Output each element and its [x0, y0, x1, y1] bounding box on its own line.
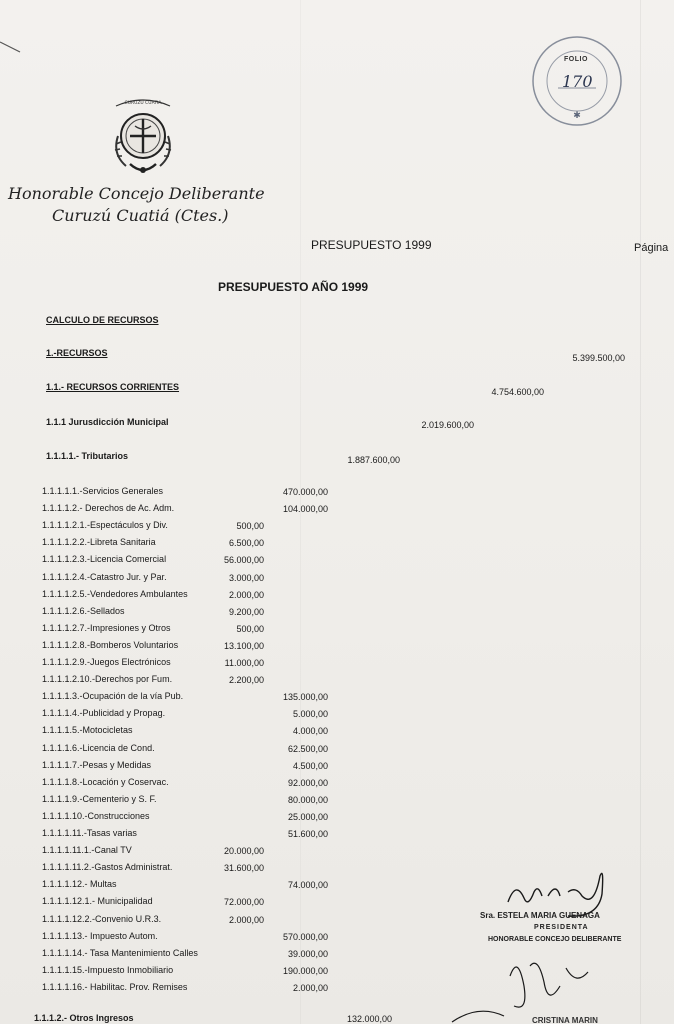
row-label: 1.1.1.1.13.- Impuesto Autom.	[42, 930, 158, 941]
row-sub-amount: 9.200,00	[228, 606, 264, 617]
row-label: 1.1.1.1.15.-Impuesto Inmobiliario	[42, 964, 174, 975]
row-label: 1.1.1.1.9.-Cementerio y S. F.	[42, 793, 157, 804]
row-main-amount: 62.500,00	[287, 743, 328, 754]
row-sub-amount: 13.100,00	[223, 640, 264, 651]
row-label: 1.1.1.1.11.-Tasas varias	[42, 828, 137, 838]
row-label: 1.1.1.1.12.- Multas	[42, 879, 117, 890]
council-emblem-icon	[108, 92, 178, 180]
section-jurisdiccion-municipal: 1.1.1 Jurusdicción Municipal	[46, 417, 169, 427]
row-label: 1.1.1.1.16.- Habilitac. Prov. Remises	[42, 981, 188, 992]
row-main-amount: 190.000,00	[282, 965, 328, 976]
row-label: 1.1.1.1.2.2.-Libreta Sanitaria	[42, 537, 156, 548]
row-main-amount: 39.000,00	[287, 948, 328, 959]
row-main-amount: 4.500,00	[292, 760, 328, 771]
row-main-amount: 92.000,00	[287, 777, 328, 788]
folio-label: FOLIO	[564, 56, 588, 63]
second-signature-scribble-icon	[448, 946, 608, 1024]
signatory-org: HONORABLE CONCEJO DELIBERANTE	[488, 936, 622, 943]
second-signatory-name: CRISTINA MARIN	[532, 1016, 598, 1024]
row-sub-amount: 500,00	[236, 623, 264, 634]
row-label: 1.1.1.1.2.6.-Sellados	[42, 605, 125, 616]
row-sub-amount: 11.000,00	[224, 658, 264, 668]
signatory-name: Sra. ESTELA MARIA GUENAGA	[480, 911, 600, 920]
paper-corner-mark	[0, 38, 26, 60]
section-recursos: 1.-RECURSOS	[46, 348, 108, 358]
row-label: 1.1.1.1.2.1.-Espectáculos y Div.	[42, 520, 168, 531]
section-otros-ingresos: 1.1.1.2.- Otros Ingresos	[34, 1013, 134, 1023]
page-label: Página	[634, 242, 669, 254]
row-main-amount: 25.000,00	[287, 811, 328, 822]
signatory-role: PRESIDENTA	[534, 924, 589, 931]
row-label: 1.1.1.1.2.8.-Bomberos Voluntarios	[42, 639, 179, 650]
document-subtitle: PRESUPUESTO AÑO 1999	[218, 280, 369, 294]
row-main-amount: 104.000,00	[282, 504, 328, 515]
row-main-amount: 51.600,00	[287, 829, 328, 839]
row-label: 1.1.1.1.7.-Pesas y Medidas	[42, 759, 152, 770]
institution-city: Curuzú Cuatiá (Ctes.)	[52, 206, 229, 225]
row-main-amount: 74.000,00	[287, 880, 328, 891]
row-label: 1.1.1.1.5.-Motocicletas	[42, 725, 133, 736]
amount-tributarios: 1.887.600,00	[347, 455, 400, 465]
row-sub-amount: 31.600,00	[223, 863, 264, 874]
row-main-amount: 135.000,00	[282, 692, 328, 703]
row-main-amount: 4.000,00	[292, 726, 328, 737]
row-sub-amount: 72.000,00	[223, 897, 264, 908]
row-sub-amount: 2.000,00	[228, 589, 264, 600]
row-label: 1.1.1.1.14.- Tasa Mantenimiento Calles	[42, 947, 198, 958]
folio-number: 170	[562, 72, 593, 91]
row-sub-amount: 2.000,00	[228, 914, 264, 925]
row-sub-amount: 20.000,00	[223, 846, 264, 857]
row-main-amount: 2.000,00	[292, 982, 328, 993]
section-tributarios: 1.1.1.1.- Tributarios	[46, 451, 129, 461]
row-label: 1.1.1.1.2.4.-Catastro Jur. y Par.	[42, 571, 167, 582]
row-main-amount: 80.000,00	[287, 794, 328, 805]
row-label: 1.1.1.1.12.2.-Convenio U.R.3.	[42, 913, 162, 924]
row-sub-amount: 56.000,00	[223, 555, 264, 566]
row-label: 1.1.1.1.2.7.-Impresiones y Otros	[42, 622, 171, 633]
document-title: PRESUPUESTO 1999	[311, 238, 432, 252]
section-calculo-recursos: CALCULO DE RECURSOS	[46, 315, 159, 325]
amount-recursos-corrientes: 4.754.600,00	[491, 387, 544, 397]
row-label: 1.1.1.1.4.-Publicidad y Propag.	[42, 708, 166, 719]
row-label: 1.1.1.1.11.1.-Canal TV	[42, 845, 132, 856]
row-label: 1.1.1.1.1.-Servicios Generales	[42, 486, 164, 496]
section-recursos-corrientes: 1.1.- RECURSOS CORRIENTES	[46, 382, 180, 392]
institution-name: Honorable Concejo Deliberante	[8, 184, 265, 203]
amount-otros-ingresos: 132.000,00	[346, 1014, 392, 1024]
paper-crease	[640, 0, 641, 1024]
row-label: 1.1.1.1.6.-Licencia de Cond.	[42, 742, 155, 753]
row-label: 1.1.1.1.8.-Locación y Coservac.	[42, 776, 169, 787]
row-label: 1.1.1.1.2.5.-Vendedores Ambulantes	[42, 588, 188, 599]
svg-text:CURUZU CUATIA: CURUZU CUATIA	[124, 101, 162, 106]
row-main-amount: 470.000,00	[282, 487, 328, 497]
row-main-amount: 570.000,00	[282, 931, 328, 942]
row-sub-amount: 2.200,00	[228, 675, 264, 686]
folio-stamp	[528, 32, 626, 130]
amount-jurisdiccion: 2.019.600,00	[421, 420, 474, 430]
signature-scribble-icon	[498, 862, 616, 932]
row-label: 1.1.1.1.11.2.-Gastos Administrat.	[42, 862, 173, 873]
row-sub-amount: 3.000,00	[228, 572, 264, 583]
row-main-amount: 5.000,00	[292, 709, 328, 720]
amount-recursos: 5.399.500,00	[572, 353, 625, 363]
row-label: 1.1.1.1.3.-Ocupación de la vía Pub.	[42, 691, 184, 702]
row-label: 1.1.1.1.10.-Construcciones	[42, 810, 150, 821]
row-label: 1.1.1.1.2.- Derechos de Ac. Adm.	[42, 503, 175, 514]
svg-text:✱: ✱	[573, 110, 581, 120]
row-label: 1.1.1.1.2.9.-Juegos Electrónicos	[42, 657, 171, 667]
row-label: 1.1.1.1.2.3.-Licencia Comercial	[42, 554, 167, 565]
row-label: 1.1.1.1.2.10.-Derechos por Fum.	[42, 674, 173, 685]
row-label: 1.1.1.1.12.1.- Municipalidad	[42, 896, 153, 907]
row-sub-amount: 500,00	[236, 521, 264, 532]
row-sub-amount: 6.500,00	[228, 538, 264, 549]
